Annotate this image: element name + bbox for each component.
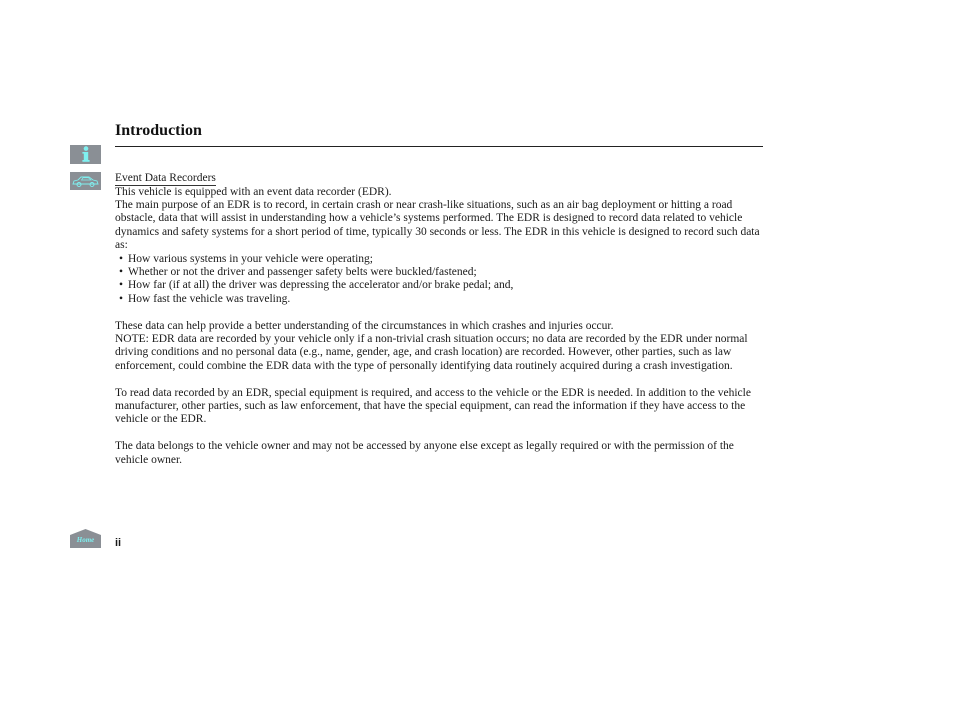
paragraph-gap	[115, 427, 765, 440]
car-icon[interactable]	[70, 172, 101, 190]
paragraph-gap	[115, 306, 765, 319]
home-button[interactable]	[70, 529, 101, 548]
recorded-data-list	[115, 253, 765, 307]
list-item: • Whether or not the driver and passenger safety belts were buckled/fastened;	[115, 266, 765, 279]
page-title: Introduction	[115, 122, 202, 139]
title-divider	[115, 146, 763, 147]
info-icon-glyph	[80, 146, 92, 163]
section-heading: Event Data Recorders	[115, 172, 216, 184]
car-icon-glyph	[71, 174, 100, 188]
list-item: • How fast the vehicle was traveling.	[115, 293, 765, 306]
info-icon[interactable]	[70, 145, 101, 164]
note-paragraph: NOTE: EDR data are recorded by your vehicle only if a non-trivial crash situation occurs; no data are recorded by the EDR under normal driving conditions and no personal data (e.g., name, gender, age, and crash location) are recorded. However, other parties, such as law enforcement, could combine the EDR data with the type of personally identifying data routinely acquired during a crash investigation.	[115, 333, 748, 372]
home-label: Home	[76, 536, 95, 544]
edr-section	[115, 172, 765, 467]
understanding-paragraph: These data can help provide a better understanding of the circumstances in which crashes and injuries occur.	[115, 319, 614, 332]
list-item: • How various systems in your vehicle were operating;	[115, 253, 765, 266]
paragraph-gap	[115, 373, 765, 386]
ownership-paragraph: The data belongs to the vehicle owner and may not be accessed by anyone else except as legally required or with the permission of the vehicle owner.	[115, 440, 734, 466]
reading-data-paragraph: To read data recorded by an EDR, special equipment is required, and access to the vehicle or the EDR is needed. In addition to the vehicle manufacturer, other parties, such as law enforcement, that have the special equipment, can read the information if they have access to the vehicle or the EDR.	[115, 386, 751, 426]
intro-paragraph: This vehicle is equipped with an event data recorder (EDR).	[115, 185, 392, 198]
page-number: ii	[115, 537, 122, 549]
list-item: • How far (if at all) the driver was depressing the accelerator and/or brake pedal; and,	[115, 279, 765, 292]
purpose-paragraph: The main purpose of an EDR is to record, in certain crash or near crash-like situations, such as an air bag deployment or hitting a road obstacle, data that will assist in understanding how a vehicle’s systems performed. The EDR is designed to record data related to vehicle dynamics and safety systems for a short period of time, typically 30 seconds or less. The EDR in this vehicle is designed to record such data as:	[115, 199, 760, 252]
